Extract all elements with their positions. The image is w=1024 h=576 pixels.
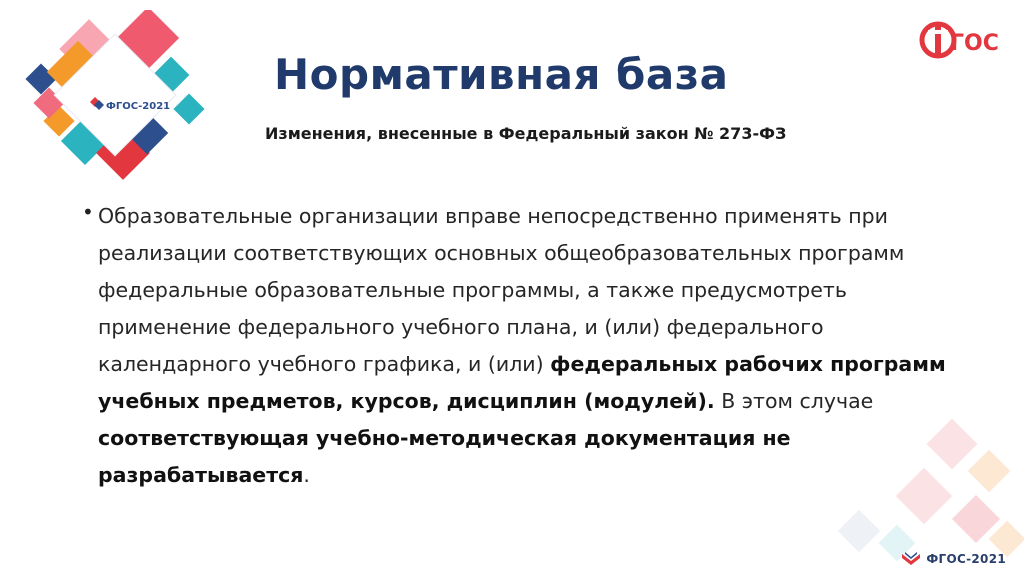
footer-logo-text: ФГОС-2021 (926, 552, 1006, 566)
fgos-corner-logo (918, 16, 1002, 66)
paragraph-bold-2: соответствующая учебно-методическая документация не разрабатывается (98, 426, 791, 487)
fgos-corner-logo-text: ГОС (950, 31, 999, 56)
mosaic-logo-text: ФГОС-2021 (106, 101, 171, 112)
fgos-chevron-icon (902, 552, 920, 566)
paragraph-bold-1: федеральных рабочих программ учебных предметов, курсов, дисциплин (модулей). (98, 352, 946, 413)
page-title: Нормативная база (274, 50, 729, 99)
paragraph-text-3: . (303, 463, 310, 487)
footer-logo (902, 552, 1006, 566)
paragraph-text-2: В этом случае (714, 389, 874, 413)
mosaic-diamonds (25, 10, 204, 180)
page-subtitle: Изменения, внесенные в Федеральный закон № 273-ФЗ (265, 124, 787, 143)
decorative-diamonds (784, 406, 1024, 576)
bullet-marker: • (82, 200, 94, 224)
paragraph-text-1: Образовательные организации вправе непосредственно применять при реализации соответствующих основных общеобразовательных программ федеральные образовательные программы, а также предусмотреть применение федерального учебного плана, и (или) федерального календарного учебного графика, и (или) (98, 204, 905, 376)
fgos-2021-mosaic-logo (8, 10, 228, 190)
